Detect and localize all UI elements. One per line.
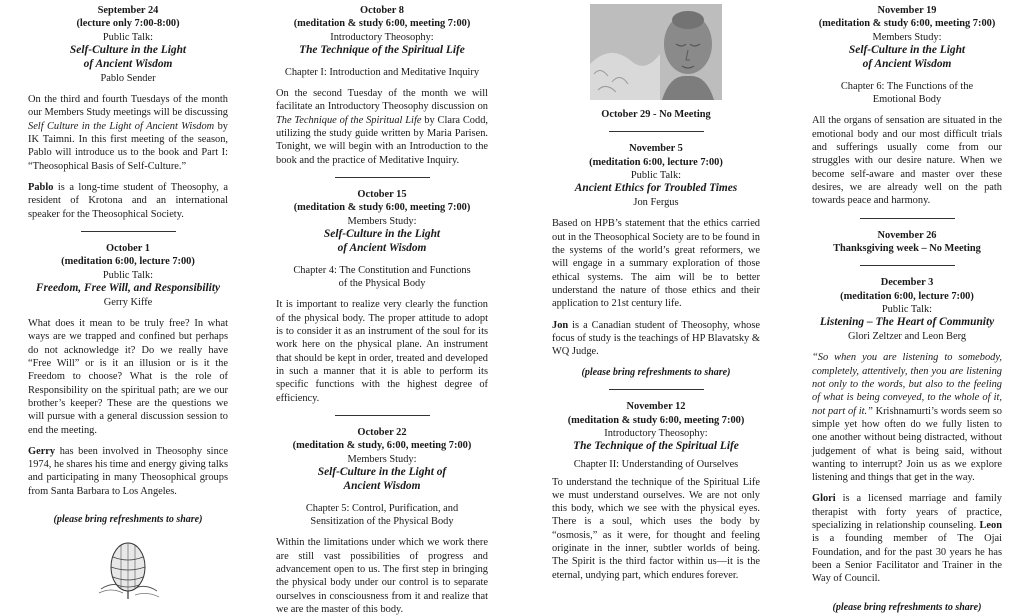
- event-title-line: Self-Culture in the Light: [848, 43, 966, 56]
- event-time: (meditation 6:00, lecture 7:00): [589, 156, 723, 168]
- event-title: Ancient Ethics for Troubled Times: [574, 182, 738, 195]
- refreshments-note: (please bring refreshments to share): [53, 514, 203, 526]
- text-span: is a licensed marriage and family therapist with forty years of practice, specializing in relationship counseling.: [812, 493, 1002, 532]
- event-time: (meditation & study 6:00, meeting 7:00): [293, 202, 471, 214]
- text-span: On the third and fourth Tuesdays of the month our Members Study meetings will be discussing: [28, 94, 228, 119]
- event-title: [28, 44, 228, 72]
- chapter-line: Emotional Body: [872, 94, 942, 106]
- refreshments-note: (please bring refreshments to share): [581, 366, 731, 378]
- divider: [609, 131, 704, 132]
- speaker-name: Glori: [812, 493, 836, 505]
- speaker-bio: [812, 492, 1002, 585]
- book-title: The Technique of the Spiritual Life: [276, 114, 422, 126]
- event-description: [276, 87, 488, 167]
- event-description: [812, 351, 1002, 484]
- event-time: (meditation & study 6:00, meeting 7:00): [818, 18, 996, 30]
- event-speaker: Jon Fergus: [633, 197, 679, 209]
- event-title-line: of Ancient Wisdom: [337, 241, 427, 254]
- event-date: November 19: [877, 5, 937, 16]
- event-description: What does it mean to be truly free? In what ways are we trapped and confined but perhaps do not acknowledge it? Do we really have “Free Will” or is it an illusion or is it the Freedom to choose? What is the role of Responsibility on the spiritual path; are we our brother’s keeper? These are the questions we will pursue with a general discussion session to end the meeting.: [28, 318, 228, 436]
- divider: [860, 265, 955, 266]
- chapter-heading: Chapter II: Understanding of Ourselves: [573, 459, 739, 471]
- column-1: [28, 4, 228, 603]
- event-time: (meditation 6:00, lecture 7:00): [61, 256, 195, 268]
- event-time: (meditation 6:00, lecture 7:00): [840, 290, 974, 302]
- event-description: All the organs of sensation are situated in the emotional body and our most difficult trials and sufferings usually come from our struggles with our desire nature. When we become self-aware and master over these desires, we are already well on the path towards peace and harmony.: [812, 115, 1002, 207]
- text-span: is a founding member of The Ojai Foundation, and for the past 30 years he has been a Senior Facilitator and Trainer in the Way of Council.: [812, 533, 1002, 585]
- event-type: Public Talk:: [102, 31, 154, 43]
- divider: [860, 218, 955, 219]
- chapter-line: of the Physical Body: [338, 278, 426, 290]
- refreshments-note: (please bring refreshments to share): [832, 601, 982, 613]
- event-title: [276, 228, 488, 256]
- event-title: The Technique of the Spiritual Life: [573, 440, 739, 453]
- chapter-line: Sensitization of the Physical Body: [310, 515, 454, 527]
- speaker-name: Gerry: [28, 445, 56, 457]
- event-title: The Technique of the Spiritual Life: [299, 43, 465, 56]
- quote: “So when you are listening to somebody, completely, attentively, then you are listening not only to the words, but also to the feeling of what is being conveyed, to the whole of it, not part of it.”: [812, 352, 1002, 417]
- event-title-line: Self-Culture in the Light: [69, 43, 187, 56]
- text-span: by IK Taimni. In this first meeting of the season, Pablo will introduce us to the book and Part I: “Theosophical Basis of Self-Culture.”: [28, 120, 228, 172]
- event-type: Members Study:: [872, 31, 942, 43]
- text-span: Krishnamurti’s words seem so simple yet how often do we fully listen to one another without being distracted, without judgement of what is being said, without wanting to interrupt? Join us as we explore listening and things that get in the way.: [812, 405, 1002, 484]
- event-title-line: Ancient Wisdom: [343, 479, 421, 492]
- event-title-line: Self-Culture in the Light: [323, 227, 441, 240]
- event-title: [276, 466, 488, 494]
- event-speaker: Glori Zeltzer and Leon Berg: [847, 331, 967, 343]
- column-2: [276, 4, 488, 616]
- event-time: (meditation & study, 6:00, meeting 7:00): [292, 440, 472, 452]
- event-title: Freedom, Free Will, and Responsibility: [35, 281, 221, 294]
- text-span: On the second Tuesday of the month we will facilitate an Introductory Theosophy discussion on: [276, 88, 488, 113]
- speaker-name: Jon: [552, 319, 569, 331]
- event-type: Public Talk:: [102, 269, 154, 281]
- column-4: [812, 4, 1002, 614]
- event-description: Based on HPB’s statement that the ethics carried out in the Theosophical Society are to be found in the systems of the world’s great reformers, we will engage in a summary exploration of those ethical systems. The aim will be to better understand the nature of those ethics and their application to 21st century life.: [552, 218, 760, 310]
- event-description: To understand the technique of the Spiritual Life we must understand ourselves. We are not only this body, which we see with the physical eyes. There is a soul, which uses the body by “osmosis,” as it were, for thought and feeling originate in the inner, subtler worlds of being. The Spirit is the third factor within us—it is the eternal, undying part, which endures forever.: [552, 476, 760, 581]
- event-date: November 5: [629, 143, 683, 155]
- speaker-name: Leon: [979, 520, 1002, 532]
- pinecone-illustration: [93, 537, 163, 603]
- event-type: Members Study:: [347, 453, 417, 465]
- chapter-line: Chapter 6: The Functions of the: [840, 80, 974, 92]
- event-date: October 29 - No Meeting: [601, 109, 711, 120]
- event-title-line: of Ancient Wisdom: [83, 57, 173, 70]
- event-time: (meditation & study 6:00, meeting 7:00): [293, 18, 471, 30]
- text-span: by Clara Codd, utilizing the study guide written by Maria Parisen. Tonight, we will begin with an Introduction to the book and the practice of Meditative Inquiry.: [276, 114, 488, 166]
- event-speaker: Gerry Kiffe: [103, 296, 153, 308]
- event-type: Public Talk:: [881, 303, 933, 315]
- event-date: December 3: [880, 277, 934, 289]
- event-description: Within the limitations under which we work there are still vast possibilities of progress and advancement open to us. The first step in bringing the physical body under our control is to separate ourselves in consciousness from it and realize that we are the master of this body.: [276, 537, 488, 615]
- speaker-bio: [28, 445, 228, 498]
- event-description: [28, 93, 228, 173]
- book-title: Self Culture in the Light of Ancient Wisdom: [28, 120, 215, 132]
- event-title: Listening – The Heart of Community: [819, 316, 995, 329]
- speaker-bio: [552, 319, 760, 359]
- column-3: [552, 4, 760, 582]
- buddha-statue-image: [590, 4, 722, 100]
- event-date: October 1: [106, 242, 150, 254]
- divider: [335, 415, 430, 416]
- speaker-bio: [28, 181, 228, 221]
- event-title: [812, 44, 1002, 72]
- event-type: Introductory Theosophy:: [604, 428, 708, 440]
- chapter-heading: [812, 80, 1002, 107]
- event-date: October 22: [357, 426, 407, 438]
- event-date: September 24: [97, 5, 159, 16]
- event-date: November 12: [626, 401, 686, 413]
- chapter-line: Chapter 5: Control, Purification, and: [305, 502, 459, 514]
- chapter-line: Chapter 4: The Constitution and Functions: [293, 264, 471, 276]
- event-date: October 8: [360, 5, 404, 16]
- event-title-line: Self-Culture in the Light of: [317, 465, 447, 478]
- chapter-heading: [276, 264, 488, 291]
- event-time: (lecture only 7:00-8:00): [76, 18, 180, 30]
- text-span: is a Canadian student of Theosophy, whose focus of study is the teachings of HP Blavatsky & WQ Judge.: [552, 319, 760, 358]
- divider: [335, 177, 430, 178]
- text-span: has been involved in Theosophy since 1974, he shares his time and energy giving talks and participating in many Theosophical groups from Santa Barbara to Los Angeles.: [28, 445, 228, 497]
- event-type: Public Talk:: [630, 169, 682, 181]
- chapter-heading: [276, 502, 488, 529]
- chapter-heading: Chapter I: Introduction and Meditative Inquiry: [284, 66, 480, 78]
- text-span: is a long-time student of Theosophy, a resident of Krotona and an international speaker for the Theosophical Society.: [28, 181, 228, 220]
- event-note: Thanksgiving week – No Meeting: [833, 242, 981, 254]
- event-time: (meditation & study 6:00, meeting 7:00): [567, 414, 745, 426]
- event-type: Members Study:: [347, 215, 417, 227]
- event-title-line: of Ancient Wisdom: [862, 57, 952, 70]
- divider: [609, 389, 704, 390]
- event-date: October 15: [357, 189, 407, 201]
- speaker-name: Pablo: [28, 181, 54, 193]
- event-speaker: Pablo Sender: [100, 72, 156, 84]
- divider: [81, 231, 176, 232]
- event-description: It is important to realize very clearly the function of the physical body. The proper attitude to adopt is to consider it as an instrument of the soul for its work here on the physical plane. An instrument that should be kept in order, treated and developed in such a manner that it is able to perform its specific functions with the highest degree of efficiency.: [276, 299, 488, 404]
- event-type: Introductory Theosophy:: [330, 31, 434, 43]
- event-date: November 26: [877, 229, 937, 241]
